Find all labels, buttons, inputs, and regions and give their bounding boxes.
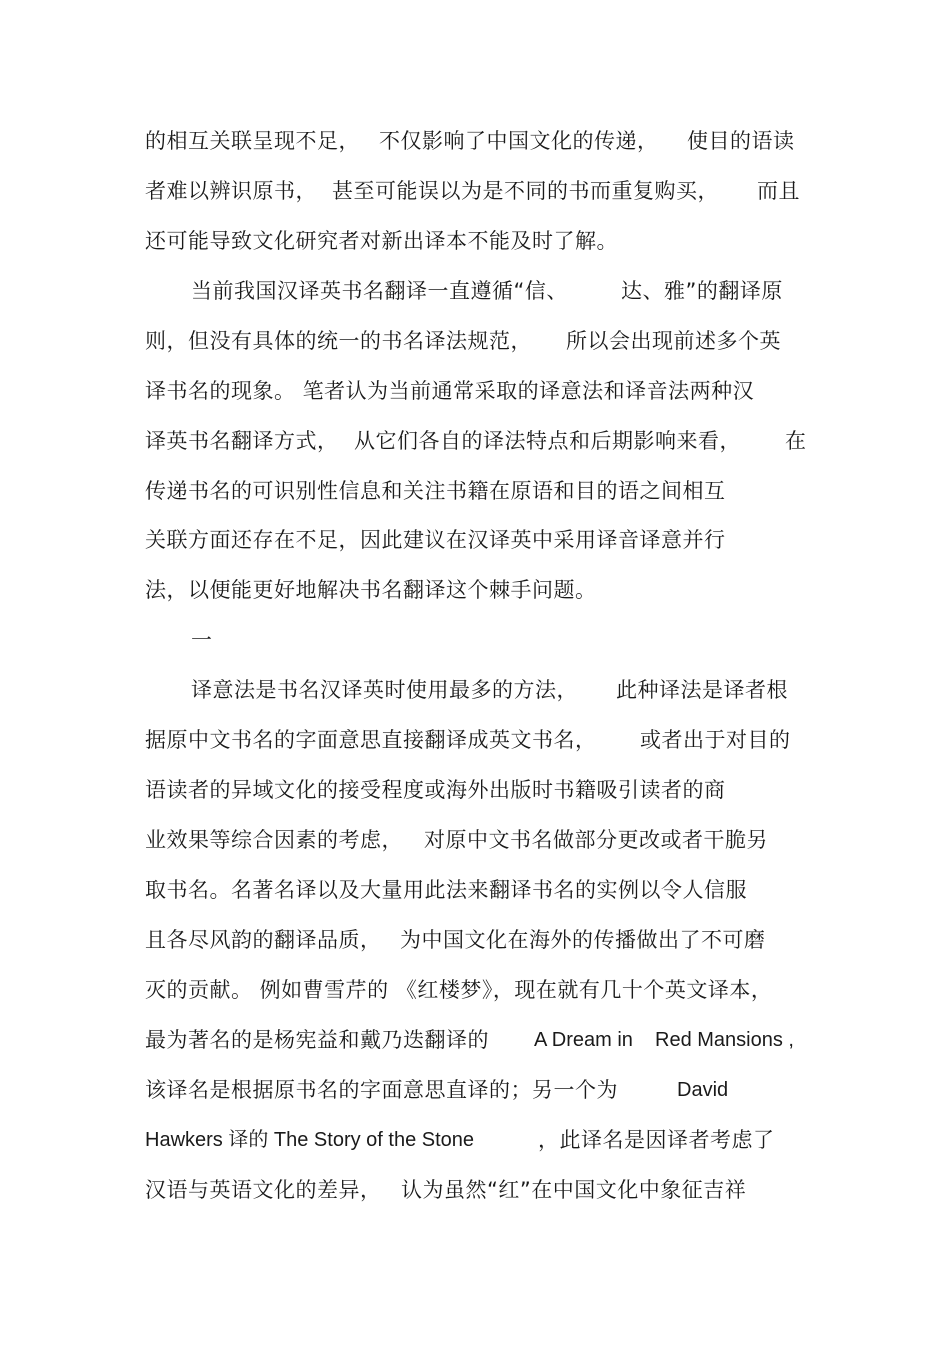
text-segment: 法，以便能更好地解决书名翻译这个棘手问题。: [145, 578, 597, 602]
text-segment: 语读者的异域文化的接受程度或海外出版时书籍吸引读者的商: [145, 778, 726, 802]
text-segment: 所以会出现前述多个英: [566, 329, 781, 353]
text-segment: 传递书名的可识别性信息和关注书籍在原语和目的语之间相互: [145, 479, 726, 503]
text-segment: 则，但没有具体的统一的书名译法规范，: [145, 329, 532, 353]
text-segment: Hawkers 译的 The Story of the Stone: [145, 1129, 475, 1151]
text-segment: 从它们各自的译法特点和后期影响来看，: [354, 429, 741, 453]
text-segment: 该译名是根据原书名的字面意思直译的；另一个为: [145, 1078, 618, 1102]
text-segment: 而且: [757, 179, 800, 203]
text-segment: 汉语与英语文化的差异，: [145, 1178, 382, 1202]
text-segment: A Dream in: [534, 1029, 633, 1051]
text-segment: 据原中文书名的字面意思直接翻译成英文书名，: [145, 728, 597, 752]
text-segment: 甚至可能误以为是不同的书而重复购买，: [332, 179, 719, 203]
text-segment: ，此译名是因译者考虑了: [538, 1128, 775, 1152]
text-segment: 译意法是书名汉译英时使用最多的方法，: [191, 678, 578, 702]
text-segment: 关联方面还存在不足，因此建议在汉译英中采用译音译意并行: [145, 528, 726, 552]
text-segment: 在: [785, 429, 807, 453]
text-segment: 不仅影响了中国文化的传递，: [379, 129, 659, 153]
text-segment: 灭的贡献。 例如曹雪芹的 《红楼梦》，现在就有几十个英文译本，: [145, 978, 773, 1002]
text-segment: 且各尽风韵的翻译品质，: [145, 928, 382, 952]
text-segment: Red Mansions ,: [655, 1029, 794, 1051]
text-segment: 的相互关联呈现不足，: [145, 129, 360, 153]
text-segment: 使目的语读: [687, 129, 795, 153]
text-segment: 译英书名翻译方式，: [145, 429, 339, 453]
text-segment: 还可能导致文化研究者对新出译本不能及时了解。: [145, 229, 618, 253]
text-segment: 业效果等综合因素的考虑，: [145, 828, 403, 852]
text-segment: 取书名。名著名译以及大量用此法来翻译书名的实例以令人信服: [145, 878, 747, 902]
text-segment: 当前我国汉译英书名翻译一直遵循“信、: [191, 279, 568, 303]
text-segment: 为中国文化在海外的传播做出了不可磨: [400, 928, 766, 952]
text-segment: 此种译法是译者根: [616, 678, 788, 702]
text-segment: 对原中文书名做部分更改或者干脆另: [424, 828, 768, 852]
text-segment: 达、雅”的翻译原: [621, 279, 783, 303]
text-segment: 译书名的现象。 笔者认为当前通常采取的译意法和译音法两种汉: [145, 379, 755, 403]
text-segment: David: [677, 1079, 729, 1101]
text-segment: 一: [191, 628, 213, 652]
text-segment: 最为著名的是杨宪益和戴乃迭翻译的: [145, 1028, 489, 1052]
text-segment: 认为虽然“红”在中国文化中象征吉祥: [401, 1178, 747, 1202]
text-segment: 者难以辨识原书，: [145, 179, 317, 203]
text-segment: 或者出于对目的: [640, 728, 791, 752]
